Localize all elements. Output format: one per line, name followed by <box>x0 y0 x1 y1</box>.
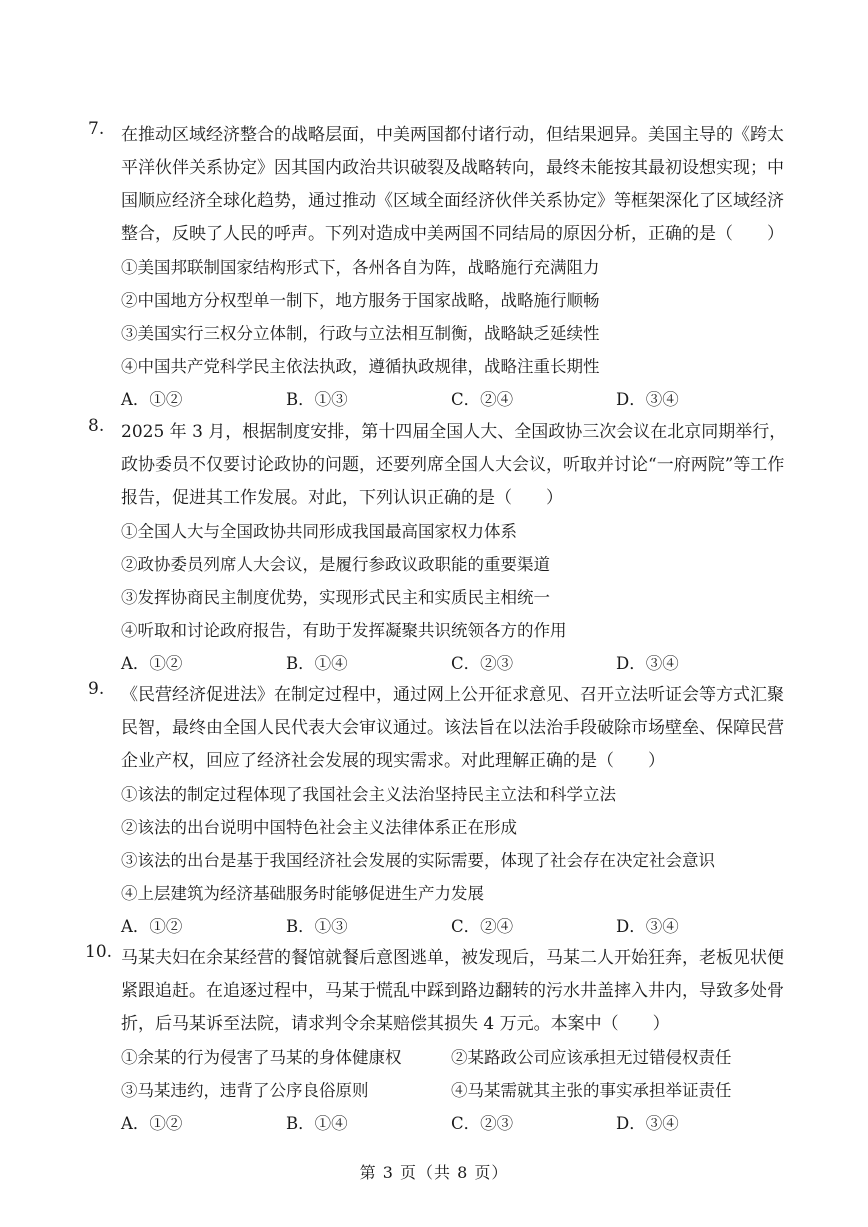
question-10 <box>85 942 788 1140</box>
choice-a: A．①② <box>121 390 183 409</box>
statement-3: ③美国实行三权分立体制，行政与立法相互制衡，战略缺乏延续性 <box>121 324 600 343</box>
choice-d: D．③④ <box>616 1114 679 1133</box>
question-stem: 《民营经济促进法》在制定过程中，通过网上公开征求意见、召开立法听证会等方式汇聚民智，最终由全国人民代表大会审议通过。该法旨在以法治手段破除市场壁垒、保障民营企业产权，回应了经济社会发展的现实需求。对此理解正确的是（ ） <box>121 685 784 771</box>
question-number: 10. <box>85 942 113 962</box>
statement-1: ①全国人大与全国政协共同形成我国最高国家权力体系 <box>121 522 517 541</box>
statements-row-2 <box>121 1074 788 1107</box>
question-number: 7. <box>88 119 105 139</box>
statement-2: ②中国地方分权型单一制下，地方服务于国家战略，战略施行顺畅 <box>121 291 600 310</box>
choice-a: A．①② <box>121 654 183 673</box>
choice-b: B．①③ <box>286 917 348 936</box>
choice-c: C．②④ <box>451 917 514 936</box>
question-number: 9. <box>88 679 105 699</box>
statement-3: ③该法的出台是基于我国经济社会发展的实际需要，体现了社会存在决定社会意识 <box>121 851 715 870</box>
statement-2: ②某路政公司应该承担无过错侵权责任 <box>451 1048 732 1067</box>
question-stem: 2025 年 3 月，根据制度安排，第十四届全国人大、全国政协三次会议在北京同期举行，政协委员不仅要讨论政协的问题，还要列席全国人大会议，听取并讨论“一府两院”等工作报告，促进其工作发展。对此，下列认识正确的是（ ） <box>121 422 787 508</box>
question-7 <box>88 119 788 416</box>
answer-choices <box>121 1107 788 1140</box>
statement-4: ④上层建筑为经济基础服务时能够促进生产力发展 <box>121 884 484 903</box>
answer-choices <box>121 910 788 943</box>
statement-1: ①该法的制定过程体现了我国社会主义法治坚持民主立法和科学立法 <box>121 785 616 804</box>
question-number: 8. <box>88 416 105 436</box>
statement-3: ③发挥协商民主制度优势，实现形式民主和实质民主相统一 <box>121 588 550 607</box>
statement-1: ①美国邦联制国家结构形式下，各州各自为阵，战略施行充满阻力 <box>121 258 600 277</box>
statement-2: ②该法的出台说明中国特色社会主义法律体系正在形成 <box>121 818 517 837</box>
choice-c: C．②④ <box>451 390 514 409</box>
statement-4: ④中国共产党科学民主依法执政，遵循执政规律，战略注重长期性 <box>121 357 600 376</box>
choice-a: A．①② <box>121 1114 183 1133</box>
choice-b: B．①③ <box>286 390 348 409</box>
statement-4: ④马某需就其主张的事实承担举证责任 <box>451 1081 732 1100</box>
choice-b: B．①④ <box>286 654 348 673</box>
statement-2: ②政协委员列席人大会议，是履行参政议政职能的重要渠道 <box>121 555 550 574</box>
question-8 <box>88 416 788 680</box>
question-stem: 在推动区域经济整合的战略层面，中美两国都付诸行动，但结果迥异。美国主导的《跨太平洋伙伴关系协定》因其国内政治共识破裂及战略转向，最终未能按其最初设想实现；中国顺应经济全球化趋势，通过推动《区域全面经济伙伴关系协定》等框架深化了区域经济整合，反映了人民的呼声。下列对造成中美两国不同结局的原因分析，正确的是（ ） <box>121 125 784 244</box>
choice-c: C．②③ <box>451 654 514 673</box>
answer-choices <box>121 383 788 416</box>
statement-4: ④听取和讨论政府报告，有助于发挥凝聚共识统领各方的作用 <box>121 621 567 640</box>
statement-1: ①余某的行为侵害了马某的身体健康权 <box>121 1048 402 1067</box>
statements-row-1 <box>121 1041 788 1074</box>
choice-a: A．①② <box>121 917 183 936</box>
choice-d: D．③④ <box>616 917 679 936</box>
choice-d: D．③④ <box>616 390 679 409</box>
choice-b: B．①④ <box>286 1114 348 1133</box>
choice-d: D．③④ <box>616 654 679 673</box>
page-footer: 第 3 页（共 8 页） <box>359 1163 509 1182</box>
choice-c: C．②③ <box>451 1114 514 1133</box>
statement-3: ③马某违约，违背了公序良俗原则 <box>121 1081 369 1100</box>
question-stem: 马某夫妇在余某经营的餐馆就餐后意图逃单，被发现后，马某二人开始狂奔，老板见状便紧跟追赶。在追逐过程中，马某于慌乱中踩到路边翻转的污水井盖摔入井内，导致多处骨折，后马某诉至法院，请求判令余某赔偿其损失 4 万元。本案中（ ） <box>121 948 784 1034</box>
answer-choices <box>121 647 788 680</box>
question-9 <box>88 679 788 943</box>
